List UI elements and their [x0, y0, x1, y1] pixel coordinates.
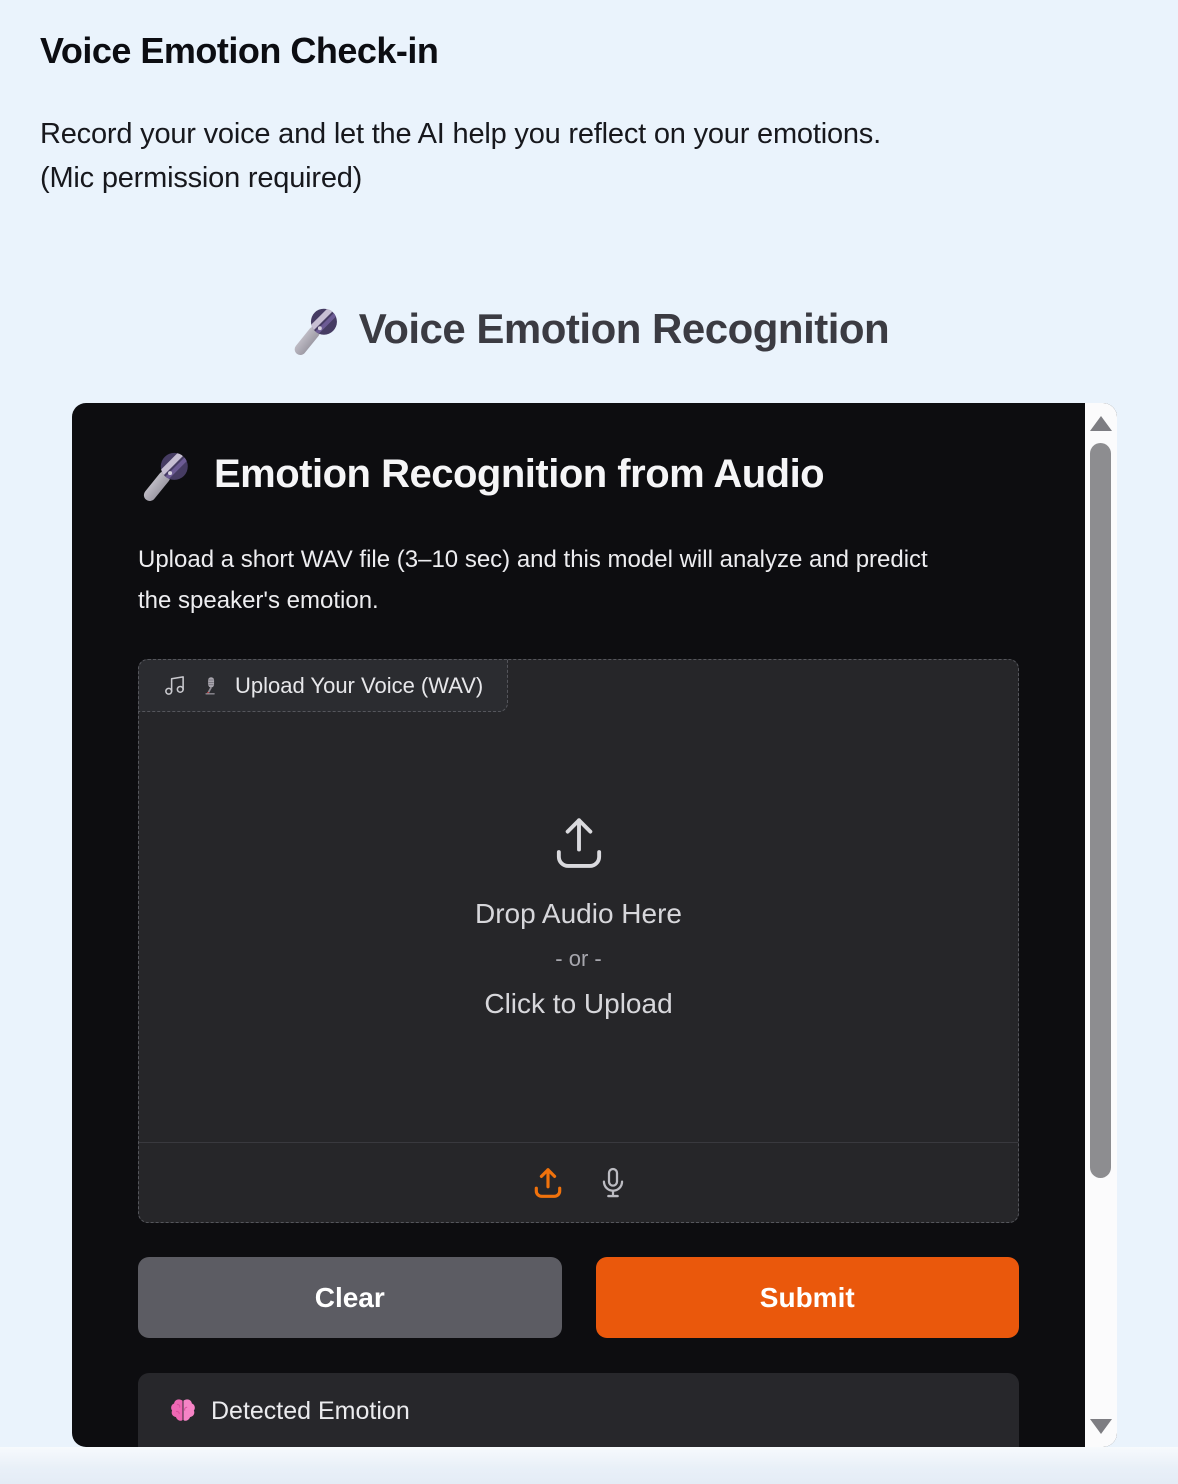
detected-emotion-label-text: Detected Emotion [211, 1396, 410, 1425]
brain-icon [168, 1396, 198, 1426]
microphone-emoji [289, 303, 341, 355]
music-note-icon [163, 674, 186, 697]
panel-subtitle-line2: the speaker's emotion. [138, 587, 379, 614]
page-description [40, 112, 881, 200]
or-text: - or - [555, 946, 602, 971]
upload-icon [529, 1165, 567, 1201]
action-buttons-row [138, 1257, 1019, 1338]
app-title-text: Voice Emotion Recognition [358, 305, 890, 352]
detected-emotion-label [168, 1396, 989, 1426]
detected-emotion-card [138, 1373, 1019, 1447]
drop-audio-text: Drop Audio Here [474, 898, 682, 929]
page-heading: Voice Emotion Check-in [40, 30, 439, 71]
audio-upload-label [138, 659, 508, 712]
click-to-upload-text: Click to Upload [484, 988, 673, 1019]
upload-icon [546, 812, 612, 874]
microphone-icon [597, 1165, 629, 1201]
app-title [0, 303, 1178, 355]
scroll-up-arrow[interactable] [1090, 416, 1112, 431]
upload-file-button[interactable] [525, 1161, 571, 1205]
audio-source-toolbar [139, 1142, 1018, 1222]
panel-subtitle-line1: Upload a short WAV file (3–10 sec) and this model will analyze and predict [138, 546, 928, 573]
record-microphone-button[interactable] [593, 1161, 633, 1205]
audio-drop-zone[interactable] [139, 660, 1018, 1142]
gradio-app-panel [72, 403, 1117, 1447]
submit-button[interactable]: Submit [596, 1257, 1020, 1338]
page-bottom-gradient [0, 1447, 1178, 1484]
page-description-line2: (Mic permission required) [40, 162, 363, 194]
panel-content [72, 403, 1085, 1447]
panel-header-text: Emotion Recognition from Audio [214, 452, 825, 496]
scrollbar-thumb[interactable] [1090, 443, 1111, 1178]
clear-button[interactable]: Clear [138, 1257, 562, 1338]
scroll-down-arrow[interactable] [1090, 1419, 1112, 1434]
panel-scrollbar-track[interactable] [1085, 403, 1117, 1447]
panel-header [138, 443, 1019, 505]
studio-microphone-icon [201, 676, 220, 695]
microphone-emoji [138, 447, 192, 501]
panel-subtitle [138, 539, 1019, 621]
page-description-line1: Record your voice and let the AI help you reflect on your emotions. [40, 118, 881, 150]
audio-upload-component [138, 659, 1019, 1223]
audio-upload-label-text: Upload Your Voice (WAV) [235, 672, 484, 698]
